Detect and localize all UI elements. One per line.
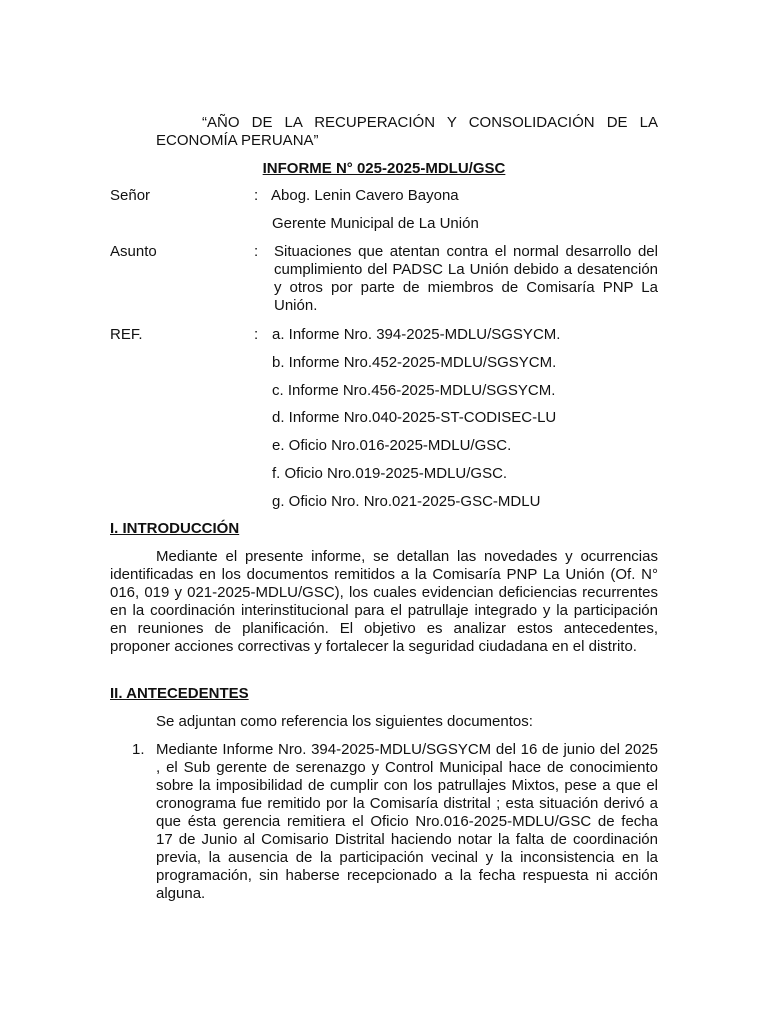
report-title: INFORME N° 025-2025-MDLU/GSC (262, 160, 506, 177)
asunto-label: Asunto (110, 243, 157, 260)
ref-item-c: c. Informe Nro.456-2025-MDLU/SGSYCM. (272, 382, 556, 399)
senor-name: Abog. Lenin Cavero Bayona (271, 187, 459, 204)
ref-label: REF. (110, 326, 143, 343)
asunto-colon: : (254, 243, 259, 260)
intro-heading: I. INTRODUCCIÓN (110, 520, 240, 537)
intro-paragraph: Mediante el presente informe, se detallan las novedades y ocurrencias identificadas en los documentos remitidos a la Comisaría PNP La Unión (Of. N° 016, 019 y 021-2025-MDLU/GSC), los cuales evidencian deficiencias recurrentes en la coordinación interinstitucional para el patrullaje integrado y la participación en reuniones de planificación. El objetivo es analizar estos antecedentes, proponer acciones correctivas y fortalecer la seguridad ciudadana en el distrito. (110, 548, 658, 655)
ref-colon: : (254, 326, 259, 343)
ref-item-d: d. Informe Nro.040-2025-ST-CODISEC-LU (272, 409, 557, 426)
ref-item-g: g. Oficio Nro. Nro.021-2025-GSC-MDLU (272, 493, 541, 510)
senor-colon: : (254, 187, 259, 204)
year-motto-line1: “AÑO DE LA RECUPERACIÓN Y CONSOLIDACIÓN DE LA (202, 114, 658, 131)
antecedentes-heading: II. ANTECEDENTES (110, 685, 249, 702)
year-motto (156, 114, 658, 150)
asunto-text: Situaciones que atentan contra el normal desarrollo del cumplimiento del PADSC La Unión debido a desatención y otros por parte de miembros de Comisaría PNP La Unión. (274, 243, 658, 314)
senor-label: Señor (110, 187, 151, 204)
antecedentes-lead: Se adjuntan como referencia los siguientes documentos: (156, 713, 533, 730)
list-item-text: Mediante Informe Nro. 394-2025-MDLU/SGSYCM del 16 de junio del 2025 , el Sub gerente de serenazgo y Control Municipal hace de conocimiento sobre la imposibilidad de cumplir con los patrullajes Mixtos, pese a que el cronograma fue remitido por la Comisaría distrital ; esta situación derivó a que ésta gerencia remitiera el Oficio Nro.016-2025-MDLU/GSC de fecha 17 de Junio al Comisario Distrital haciendo notar la falta de coordinación previa, la ausencia de la participación vecinal y la inconsistencia en la programación, sin haberse recepcionado a la fecha respuesta ni acción alguna. (156, 741, 658, 902)
year-motto-line2: ECONOMÍA PERUANA” (156, 132, 319, 149)
list-item-number: 1. (132, 741, 145, 758)
ref-item-a: a. Informe Nro. 394-2025-MDLU/SGSYCM. (272, 326, 561, 343)
ref-item-b: b. Informe Nro.452-2025-MDLU/SGSYCM. (272, 354, 557, 371)
ref-item-f: f. Oficio Nro.019-2025-MDLU/GSC. (272, 465, 508, 482)
senor-role: Gerente Municipal de La Unión (272, 215, 479, 232)
ref-item-e: e. Oficio Nro.016-2025-MDLU/GSC. (272, 437, 512, 454)
